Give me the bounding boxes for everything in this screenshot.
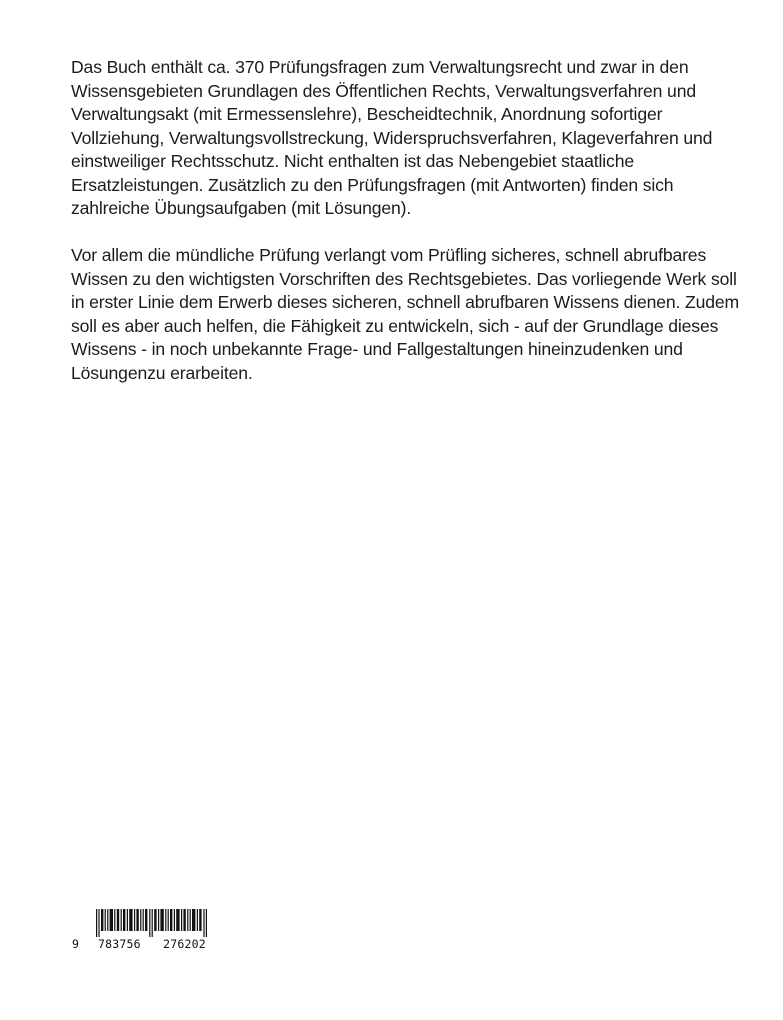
book-description xyxy=(71,56,741,385)
isbn-right-group: 276202 xyxy=(163,937,206,951)
isbn-first-digit: 9 xyxy=(72,937,80,951)
isbn-left-group: 783756 xyxy=(98,937,141,951)
isbn-number xyxy=(72,937,206,951)
description-paragraph-1: Das Buch enthält ca. 370 Prüfungsfragen zum Verwaltungsrecht und zwar in den Wissensgebieten Grundlagen des Öffentlichen Rechts, Verwaltungsverfahren und Verwaltungsakt (mit Ermessenslehre), Bescheidtechnik, Anordnung sofortiger Vollziehung, Verwaltungsvollstreckung, Widerspruchsverfahren, Klageverfahren und einstweiliger Rechtsschutz. Nicht enthalten ist das Nebengebiet staatliche Ersatzleistungen. Zusätzlich zu den Prüfungsfragen (mit Antworten) finden sich zahlreiche Übungsaufgaben (mit Lösungen). xyxy=(71,57,713,218)
barcode-bars-icon xyxy=(96,909,208,937)
isbn-barcode xyxy=(72,909,218,953)
description-paragraph-2: Vor allem die mündliche Prüfung verlangt vom Prüfling sicheres, schnell abrufbares Wissen zu den wichtigsten Vorschriften des Rechtsgebietes. Das vorliegende Werk soll in erster Linie dem Erwerb dieses sicheren, schnell abrufbaren Wissens dienen. Zudem soll es aber auch helfen, die Fähigkeit zu entwickeln, sich - auf der Grundlage dieses Wissens - in noch unbekannte Frage- und Fallgestaltungen hineinzudenken und Lösungenzu erarbeiten. xyxy=(71,245,740,383)
